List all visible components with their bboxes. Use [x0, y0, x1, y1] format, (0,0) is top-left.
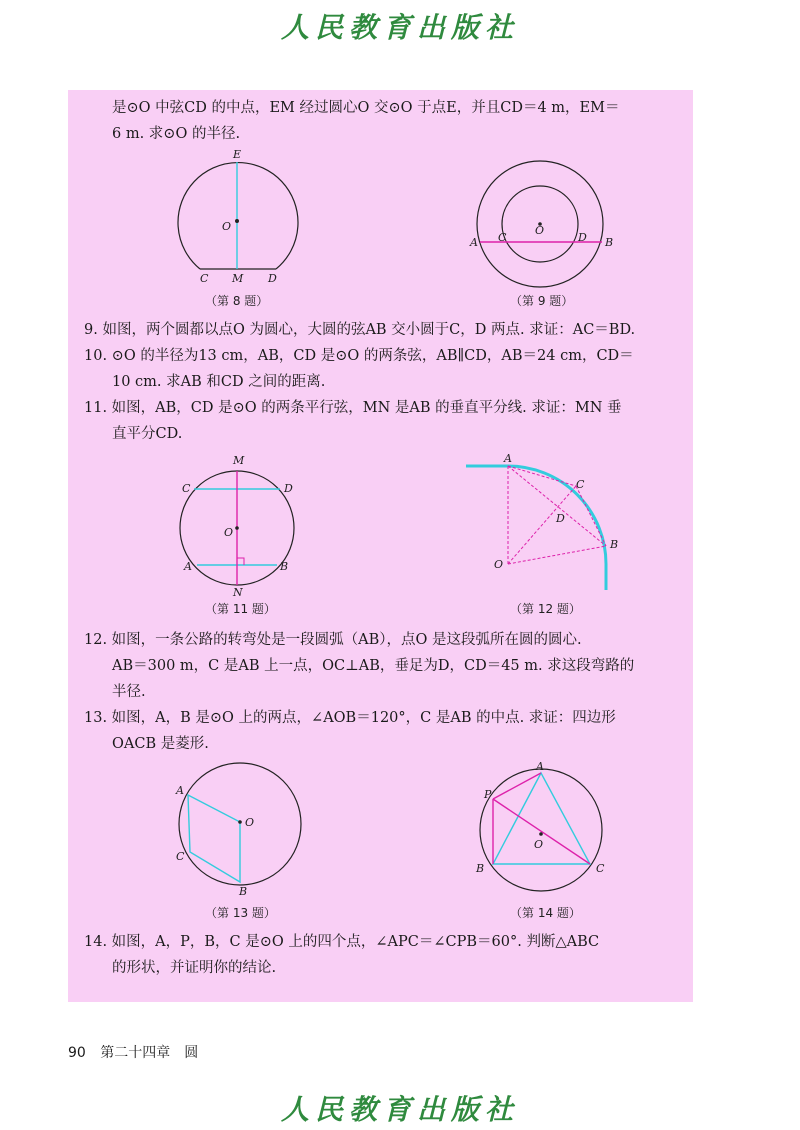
f8-label-C: C	[200, 272, 209, 285]
f14-label-B: B	[476, 862, 485, 875]
f12-label-O: O	[494, 558, 504, 571]
problem-12-line-2: AB＝300 m，C 是AB 上一点，OC⊥AB，垂足为D，CD＝45 m. 求这段弯路的	[112, 658, 635, 674]
publisher-logo-bottom: 人民教育出版社	[280, 1093, 519, 1126]
problem-14-line-2: 的形状，并证明你的结论.	[112, 960, 277, 976]
figure-12	[466, 450, 626, 600]
f14-label-A: A	[536, 760, 544, 773]
f11-label-C: C	[182, 482, 191, 495]
publisher-logo-top: 人民教育出版社	[280, 11, 519, 44]
figure-14	[472, 762, 622, 902]
f9-label-B: B	[605, 236, 614, 249]
chapter-title: 第二十四章 圆	[100, 1045, 199, 1061]
problem-11-line-1: 11. 如图，AB，CD 是⊙O 的两条平行弦，MN 是AB 的垂直平分线. 求证：MN 垂	[84, 400, 622, 416]
problem-9: 9. 如图，两个圆都以点O 为圆心，大圆的弦AB 交小圆于C，D 两点. 求证：AC＝BD.	[84, 322, 636, 338]
f13-label-O: O	[245, 816, 255, 829]
f13-label-B: B	[239, 885, 248, 898]
caption-fig-8: （第 8 题）	[205, 294, 269, 308]
f13-label-A: A	[176, 784, 184, 797]
problem-14-line-1: 14. 如图，A，P，B，C 是⊙O 上的四个点，∠APC＝∠CPB＝60°. 判断△ABC	[84, 934, 600, 950]
f14-label-O: O	[534, 838, 544, 851]
problem-12-line-1: 12. 如图，一条公路的转弯处是一段圆弧（AB），点O 是这段弧所在圆的圆心.	[84, 632, 582, 648]
problem-13-line-2: OACB 是菱形.	[112, 736, 209, 752]
problem-8-line-2: 6 m. 求⊙O 的半径.	[112, 126, 241, 142]
f8-label-O: O	[222, 220, 232, 233]
problem-11-line-2: 直平分CD.	[112, 426, 183, 442]
f11-label-M: M	[233, 454, 245, 467]
f12-label-D: D	[556, 512, 565, 525]
f11-label-D: D	[284, 482, 293, 495]
page-number: 90	[68, 1045, 86, 1061]
caption-fig-11: （第 11 题）	[205, 602, 276, 616]
f8-label-M: M	[232, 272, 244, 285]
f9-label-O: O	[535, 224, 545, 237]
figure-13	[170, 760, 310, 900]
f8-label-D: D	[268, 272, 277, 285]
problem-10-line-2: 10 cm. 求AB 和CD 之间的距离.	[112, 374, 326, 390]
caption-fig-12: （第 12 题）	[510, 602, 581, 616]
caption-fig-14: （第 14 题）	[510, 906, 581, 920]
f12-label-A: A	[504, 452, 512, 465]
f11-label-O: O	[224, 526, 234, 539]
f12-label-B: B	[610, 538, 619, 551]
f8-label-E: E	[233, 148, 242, 161]
problem-13-line-1: 13. 如图，A，B 是⊙O 上的两点，∠AOB＝120°，C 是AB 的中点. 求证：四边形	[84, 710, 616, 726]
f14-label-C: C	[596, 862, 605, 875]
problem-8-line-1: 是⊙O 中弦CD 的中点，EM 经过圆心O 交⊙O 于点E，并且CD＝4 m，EM＝	[112, 100, 620, 116]
figure-11	[170, 452, 310, 599]
f9-label-D: D	[578, 231, 587, 244]
caption-fig-9: （第 9 题）	[510, 294, 574, 308]
f11-label-B: B	[280, 560, 289, 573]
figure-8	[170, 148, 310, 288]
f9-label-A: A	[470, 236, 478, 249]
figure-9	[470, 154, 614, 294]
problem-12-line-3: 半径.	[112, 684, 146, 700]
page-footer	[68, 1042, 198, 1062]
f9-label-C: C	[498, 231, 507, 244]
problem-10-line-1: 10. ⊙O 的半径为13 cm，AB，CD 是⊙O 的两条弦，AB∥CD，AB＝24 cm，CD＝	[84, 348, 634, 364]
f11-label-A: A	[184, 560, 192, 573]
f13-label-C: C	[176, 850, 185, 863]
f14-label-P: P	[484, 788, 492, 801]
caption-fig-13: （第 13 题）	[205, 906, 276, 920]
f12-label-C: C	[576, 478, 585, 491]
f11-label-N: N	[233, 586, 243, 599]
